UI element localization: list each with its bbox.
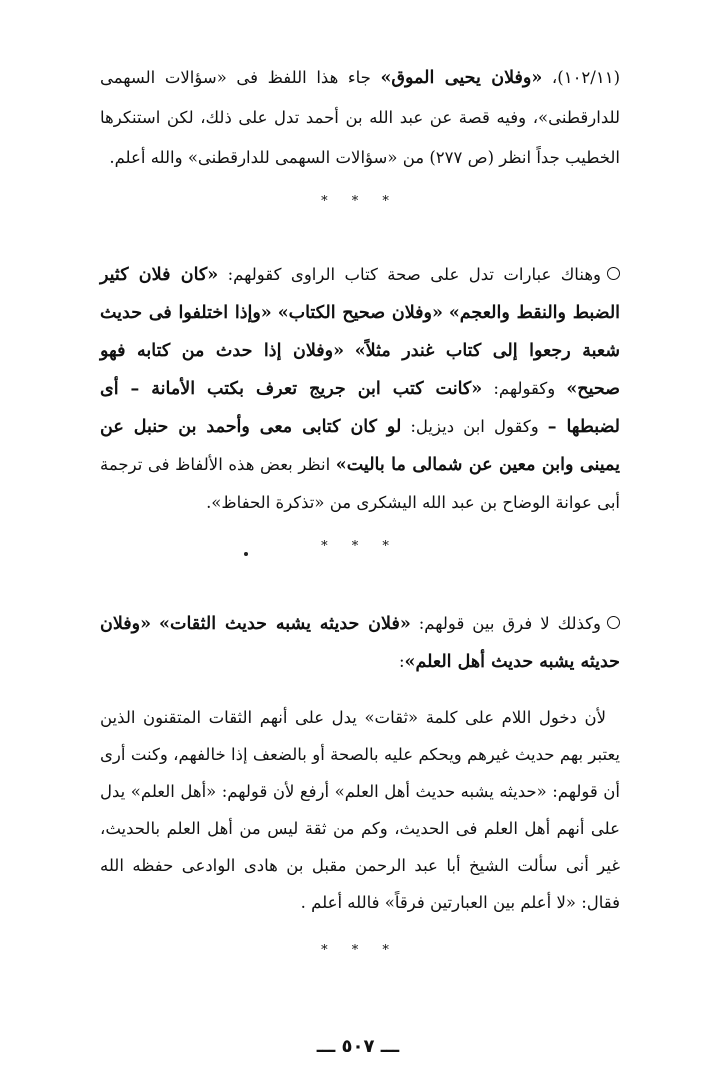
paragraph-2-bold-2: «وفلان صحيح الكتاب» xyxy=(277,303,443,323)
paragraph-2-bold-4: «وفلان إذا حدث من كتابه فهو صحيح» xyxy=(100,341,621,399)
page-body xyxy=(100,58,620,961)
paragraph-1 xyxy=(100,58,620,178)
paragraph-1-lead: (١٠٢/١١)، xyxy=(542,68,621,87)
paragraph-2-text-5: وكقول ابن ديزيل: xyxy=(401,417,548,436)
paragraph-2 xyxy=(100,256,620,521)
paragraph-1-bold: «وفلان يحيى الموق» xyxy=(380,68,543,88)
paragraph-2-bold-5: «كانت كتب ابن جريج تعرف بكتب الأمانة – أى لضبطها – xyxy=(100,379,620,437)
section-separator-3: * * * xyxy=(321,943,399,958)
paragraph-2-intro: وهناك عبارات تدل على صحة كتاب الراوى كقولهم: xyxy=(218,265,601,284)
paragraph-4: لأن دخول اللام على كلمة «ثقات» يدل على أنهم الثقات المتقنون الذين يعتبر بهم حديث غيرهم ويحكم عليه بالصحة أو بالضعف إذا خالفهم، وكنت أرى أن قولهم: «حديثه يشبه حديث أهل العلم» أرفع لأن قولهم: «أهل العلم» يدل على أنهم أهل العلم فى الحديث، وكم من ثقة ليس من أهل العلم بالحديث، غير أنى سألت الشيخ أبا عبد الرحمن مقبل بن هادى الوادعى حفظه الله فقال: «لا أعلم بين العبارتين فرقاً» فالله أعلم . xyxy=(100,708,620,912)
paragraph-3-intro: وكذلك لا فرق بين قولهم: xyxy=(410,614,601,633)
section-separator-2: * * * xyxy=(321,539,399,554)
page-number: ـــ ٥٠٧ ـــ xyxy=(316,1036,400,1057)
paragraph-2-text-4: وكقولهم: xyxy=(482,379,567,398)
paragraph-3-bold-1: «فلان حديثه يشبه حديث الثقات» xyxy=(159,614,411,634)
paragraph-3-bold-2: «وفلان حديثه يشبه حديث أهل العلم» xyxy=(100,614,620,672)
circle-bullet-icon xyxy=(607,267,620,280)
circle-bullet-icon xyxy=(607,616,620,629)
stray-dot xyxy=(244,552,248,556)
paragraph-2-bold-1: «كان فلان كثير الضبط والنقط والعجم» xyxy=(100,265,621,323)
paragraph-2-bold-3: «وإذا اختلفوا فى حديث شعبة رجعوا إلى كتاب غندر مثلاً» xyxy=(100,303,620,361)
paragraph-3: وكذلك لا فرق بين قولهم: «فلان حديثه يشبه حديث الثقات» «وفلان حديثه يشبه حديث أهل العلم»: xyxy=(100,614,620,672)
paragraph-2-text-6: انظر بعض هذه الألفاظ فى ترجمة أبى عوانة الوضاح بن عبد الله اليشكرى من «تذكرة الحفاظ». xyxy=(100,455,620,512)
section-separator-1: * * * xyxy=(321,194,399,209)
paragraph-2-bold-6: لو كان كتابى معى وأحمد بن حنبل عن يمينى وابن معين عن شمالى ما باليت» xyxy=(100,417,620,475)
paragraph-1-rest: جاء هذا اللفظ فى «سؤالات السهمى للدارقطنى»، وفيه قصة عن عبد الله بن أحمد تدل على ذلك، لكن استنكرها الخطيب جداً انظر (ص ٢٧٧) من «سؤالات السهمى للدارقطنى» والله أعلم. xyxy=(100,68,620,167)
